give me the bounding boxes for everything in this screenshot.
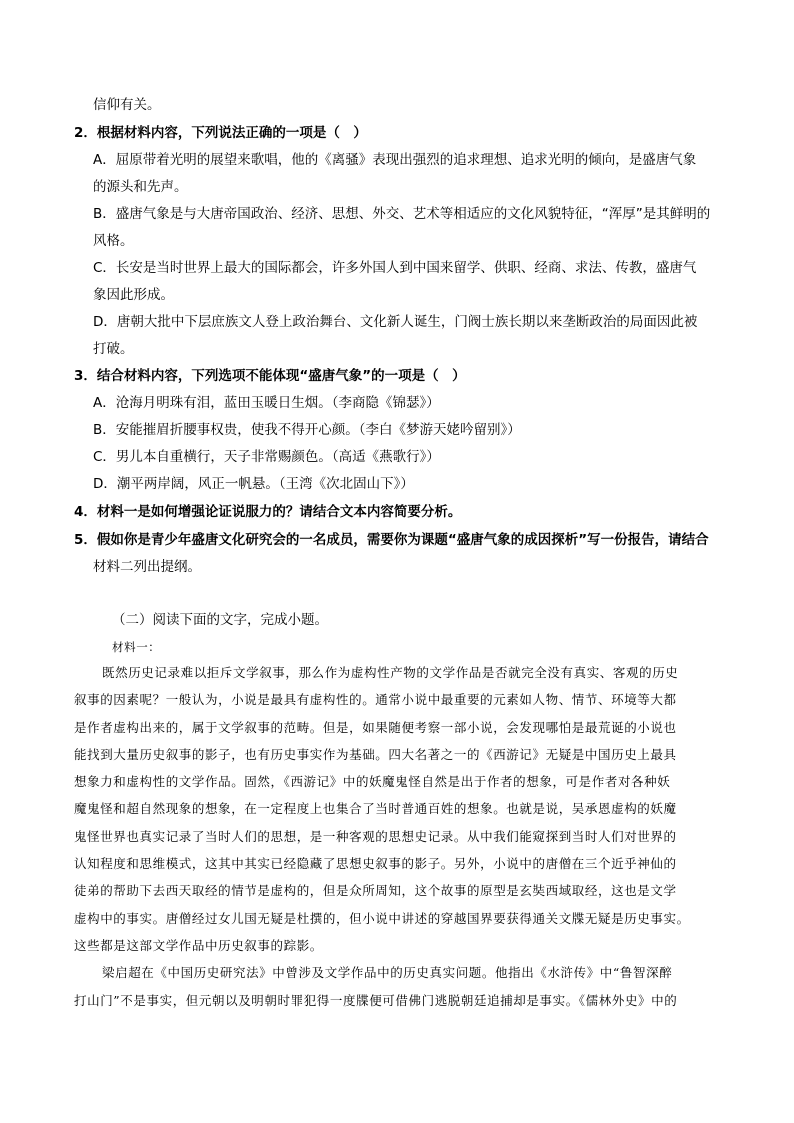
option-a-cont: 的源头和先声。 [93, 179, 188, 195]
option-d-line: D．唐朝大批中下层庶族文人登上政治舞台、文化新人诞生，门阀士族长期以来垄断政治的局面因此被 [93, 314, 698, 330]
option-b-line: B．安能摧眉折腰事权贵，使我不得开心颜。（李白《梦游天姥吟留别》） [93, 422, 521, 438]
body-line: 鬼怪世界也真实记录了当时人们的思想，是一种客观的思想史记录。从中我们能窥探到当时人们对世界的 [74, 829, 677, 844]
option-d-cont: 打破。 [93, 341, 134, 357]
body-line: 能找到大量历史叙事的影子，也有历史事实作为基础。四大名著之一的《西游记》无疑是中国历史上最具 [74, 747, 677, 762]
body-line: 魔鬼怪和超自然现象的想象，在一定程度上也集合了当时普通百姓的想象。也就是说，吴承恩虚构的妖魔 [74, 801, 677, 816]
material-label: 材料一： [112, 640, 161, 654]
body-line: 想象力和虚构性的文学作品。固然，《西游记》中的妖魔鬼怪自然是出于作者的想象，可是作者对各种妖 [74, 774, 671, 789]
text-line: 信仰有关。 [93, 97, 161, 113]
body-line: 梁启超在《中国历史研究法》中曾涉及文学作品中的历史真实问题。他指出《水浒传》中“鲁智深醉 [102, 965, 673, 980]
body-line: 徒弟的帮助下去西天取经的情节是虚构的，但是众所周知，这个故事的原型是玄奘西域取经，这也是文学 [74, 883, 677, 898]
option-b-line: B．盛唐气象是与大唐帝国政治、经济、思想、外交、艺术等相适应的文化风貌特征，“浑厚”是其鲜明的 [93, 206, 711, 222]
option-c-cont: 象因此形成。 [93, 287, 174, 303]
question-2: 2．根据材料内容，下列说法正确的一项是（ ） [74, 125, 367, 141]
option-d-line: D．潮平两岸阔，风正一帆悬。（王湾《次北固山下》） [93, 476, 414, 492]
question-5: 5．假如你是青少年盛唐文化研究会的一名成员，需要你为课题“盛唐气象的成因探析”写一份报告，请结合 [74, 532, 709, 548]
question-5-cont: 材料二列出提纲。 [93, 559, 201, 575]
question-3: 3．结合材料内容，下列选项不能体现“盛唐气象”的一项是（ ） [74, 368, 466, 384]
option-c-line: C．长安是当时世界上最大的国际都会，许多外国人到中国来留学、供职、经商、求法、传教，盛唐气 [93, 260, 697, 276]
body-line: 这些都是这部文学作品中历史叙事的踪影。 [74, 938, 323, 953]
section-heading: （二）阅读下面的文字，完成小题。 [112, 612, 328, 628]
question-4: 4．材料一是如何增强论证说服力的？请结合文本内容简要分析。 [74, 504, 462, 520]
option-a-line: A．沧海月明珠有泪，蓝田玉暖日生烟。（李商隐《锦瑟》） [93, 395, 440, 411]
body-line: 虚构中的事实。唐僧经过女儿国无疑是杜撰的，但小说中讲述的穿越国界要获得通关文牒无疑是历史事实。 [74, 911, 690, 926]
option-c-line: C．男儿本自重横行，天子非常赐颜色。（高适《燕歌行》） [93, 449, 440, 465]
body-line: 认知程度和思维模式，这其中其实已经隐藏了思想史叙事的影子。另外，小说中的唐僧在三个近乎神仙的 [74, 856, 677, 871]
body-line: 打山门”不是事实，但元朝以及明朝时罪犯得一度牒便可借佛门逃脱朝廷追捕却是事实。《儒林外史》中的 [74, 993, 678, 1008]
option-b-cont: 风格。 [93, 233, 134, 249]
body-line: 既然历史记录难以拒斥文学叙事，那么作为虚构性产物的文学作品是否就完全没有真实、客观的历史 [102, 665, 679, 680]
option-a-line: A．屈原带着光明的展望来歌唱，他的《离骚》表现出强烈的追求理想、追求光明的倾向，是盛唐气象 [93, 152, 697, 168]
body-line: 叙事的因素呢？一般认为，小说是最具有虚构性的。通常小说中最重要的元素如人物、情节、环境等大都 [74, 692, 677, 707]
body-line: 是作者虚构出来的，属于文学叙事的范畴。但是，如果随便考察一部小说，会发现哪怕是最荒诞的小说也 [74, 720, 677, 735]
